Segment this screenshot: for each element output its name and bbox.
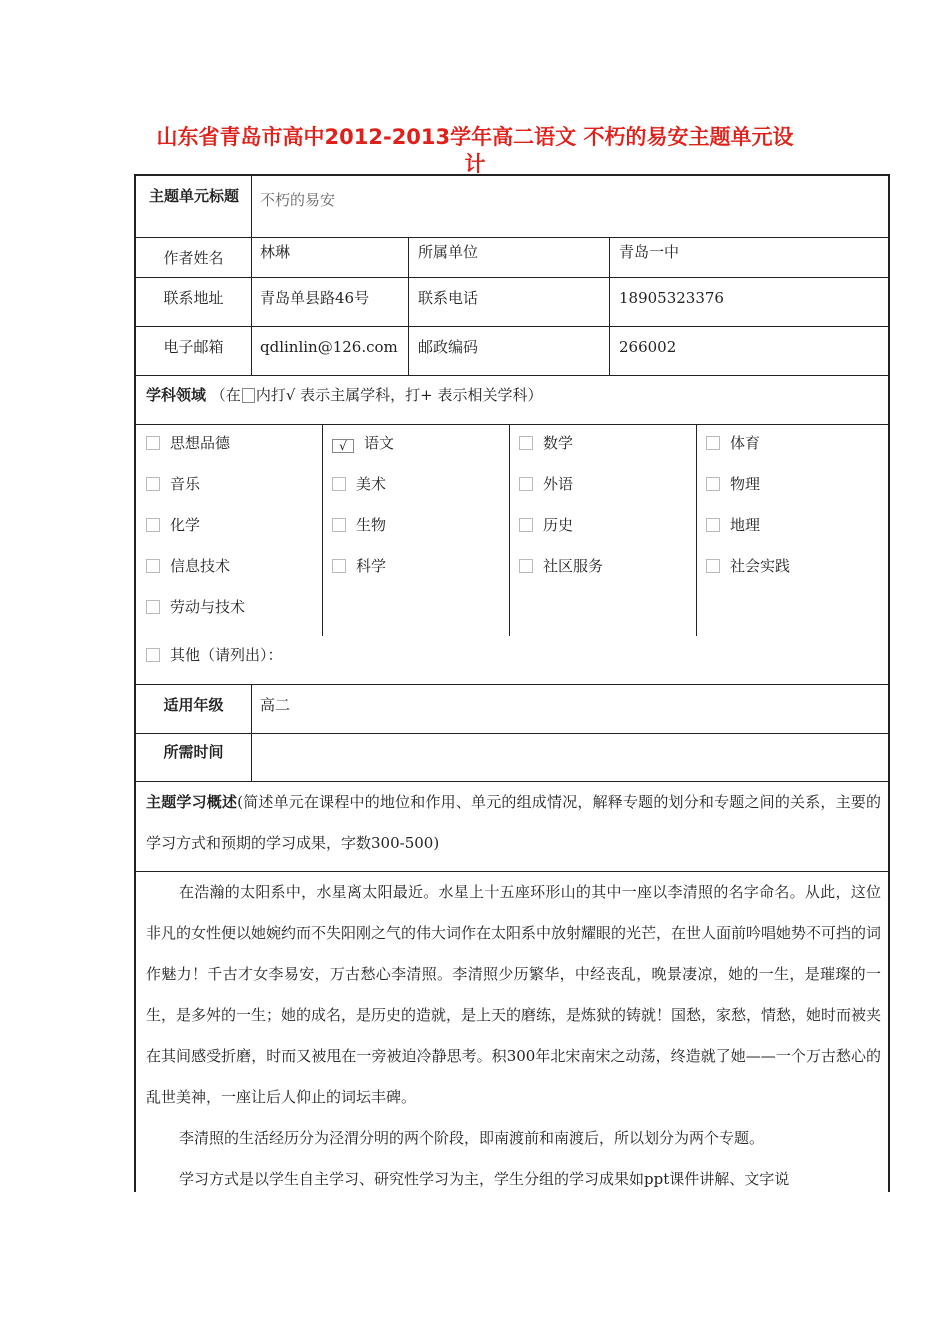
subject-item[interactable]: 思想品德 [146, 433, 230, 453]
subject-item-checked[interactable]: √ 语文 [332, 433, 394, 453]
overview-heading [146, 782, 881, 864]
checkbox-icon[interactable] [332, 559, 346, 573]
subject-item[interactable]: 音乐 [146, 474, 200, 494]
checkbox-icon[interactable] [706, 518, 720, 532]
unit-label: 所属单位 [418, 243, 479, 261]
checkbox-icon[interactable] [332, 477, 346, 491]
checkbox-icon[interactable] [519, 477, 533, 491]
phone-label: 联系电话 [418, 289, 479, 307]
phone-value: 18905323376 [619, 289, 724, 307]
overview-paragraph: 学习方式是以学生自主学习、研究性学习为主，学生分组的学习成果如ppt课件讲解、文字说 [179, 1170, 790, 1188]
address-value: 青岛单县路46号 [260, 289, 370, 307]
row-theme [136, 176, 888, 238]
unit-value: 青岛一中 [619, 243, 680, 261]
overview-label: 主题学习概述 [146, 793, 238, 811]
subject-item[interactable]: 外语 [519, 474, 573, 494]
subject-item[interactable]: 美术 [332, 474, 386, 494]
checkbox-icon[interactable] [146, 600, 160, 614]
checkbox-icon[interactable] [706, 477, 720, 491]
author-value: 林琳 [260, 243, 291, 261]
checkbox-sample-icon [242, 388, 255, 403]
row-overview-header [136, 782, 888, 872]
overview-paragraph: 在浩瀚的太阳系中，水星离太阳最近。水星上十五座环形山的其中一座以李清照的名字命名。从此，这位非凡的女性便以她婉约而不失阳刚之气的伟大词作在太阳系中放射耀眼的光芒，在世人面前吟唱她势不可挡的词作魅力！千古才女李易安，万古愁心李清照。李清照少历繁华，中经丧乱，晚景凄凉，她的一生，是璀璨的一生，是多舛的一生；她的成名，是历史的造就，是上天的磨练，是炼狱的铸就！国愁，家愁，情愁，她时而被夹在其间感受折磨，时而又被甩在一旁被迫冷静思考。积300年北宋南宋之动荡，终造就了她——一个万古愁心的乱世美神，一座让后人仰止的词坛丰碑。 [146, 883, 882, 1106]
checkbox-icon[interactable] [519, 436, 533, 450]
subject-item[interactable]: 信息技术 [146, 556, 230, 576]
checkbox-icon[interactable] [706, 559, 720, 573]
subject-item[interactable]: 数学 [519, 433, 573, 453]
row-grade [136, 685, 888, 734]
checkbox-icon[interactable] [146, 436, 160, 450]
subject-item[interactable]: 社区服务 [519, 556, 603, 576]
email-label: 电子邮箱 [163, 338, 224, 356]
checkbox-icon[interactable] [519, 518, 533, 532]
overview-hint: (简述单元在课程中的地位和作用、单元的组成情况，解释专题的划分和专题之间的关系，主要的学习方式和预期的学习成果，字数300-500) [146, 793, 881, 852]
postcode-label: 邮政编码 [418, 338, 479, 356]
checkbox-icon[interactable] [519, 559, 533, 573]
checkmark-icon[interactable]: √ [332, 439, 354, 453]
row-author [136, 238, 888, 278]
row-time [136, 734, 888, 782]
subject-item[interactable]: 科学 [332, 556, 386, 576]
email-value: qdlinlin@126.com [260, 338, 398, 356]
checkbox-icon[interactable] [706, 436, 720, 450]
checkbox-icon[interactable] [146, 518, 160, 532]
subject-item[interactable]: 历史 [519, 515, 573, 535]
design-table [134, 174, 890, 1192]
document-title [100, 124, 850, 178]
subject-item[interactable]: 化学 [146, 515, 200, 535]
subject-item[interactable]: 生物 [332, 515, 386, 535]
theme-value: 不朽的易安 [260, 191, 336, 209]
row-subject-area [136, 376, 888, 425]
author-label: 作者姓名 [163, 249, 224, 267]
row-subjects [136, 425, 888, 685]
subject-item[interactable]: 劳动与技术 [146, 597, 245, 617]
checkbox-icon[interactable] [332, 518, 346, 532]
postcode-value: 266002 [619, 338, 677, 356]
subject-item[interactable]: 社会实践 [706, 556, 790, 576]
subject-item-other[interactable]: 其他（请列出）： [146, 645, 283, 665]
row-email [136, 327, 888, 376]
overview-paragraph: 李清照的生活经历分为泾渭分明的两个阶段，即南渡前和南渡后，所以划分为两个专题。 [179, 1129, 765, 1147]
grade-label: 适用年级 [163, 696, 224, 714]
subject-item[interactable]: 体育 [706, 433, 760, 453]
row-address [136, 278, 888, 327]
theme-label: 主题单元标题 [148, 187, 239, 205]
grade-value: 高二 [260, 696, 291, 714]
title-line-2: 计 [464, 152, 486, 176]
overview-content [136, 872, 888, 1194]
checkbox-icon[interactable] [146, 477, 160, 491]
checkbox-icon[interactable] [146, 648, 160, 662]
subject-area-hint-pre: （在 [210, 386, 241, 404]
address-label: 联系地址 [163, 289, 224, 307]
time-label: 所需时间 [163, 743, 224, 761]
title-line-1: 山东省青岛市高中2012-2013学年高二语文 不朽的易安主题单元设 [156, 125, 794, 149]
subject-item[interactable]: 物理 [706, 474, 760, 494]
subject-item[interactable]: 地理 [706, 515, 760, 535]
checkbox-icon[interactable] [146, 559, 160, 573]
subject-area-hint-post: 内打√ 表示主属学科，打+ 表示相关学科） [255, 386, 543, 404]
subject-area-label: 学科领域 [146, 386, 207, 404]
subject-area-heading [146, 385, 542, 405]
